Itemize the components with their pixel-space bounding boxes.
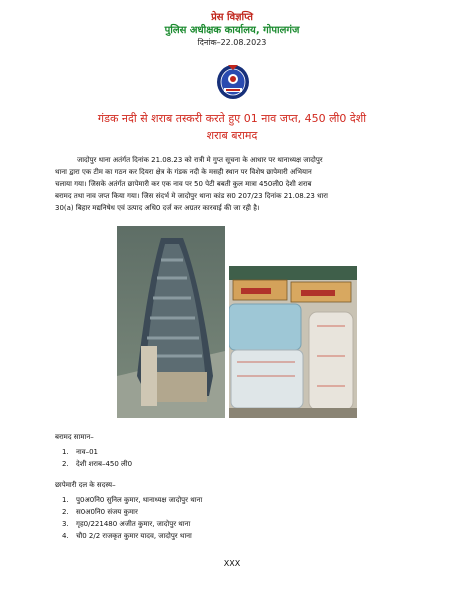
list-item xyxy=(62,446,132,458)
list-item xyxy=(62,530,202,542)
item-text: देशी शराब–450 ली0 xyxy=(76,460,133,468)
news-title-line-1: गंडक नदी से शराब तस्करी करते हुए 01 नाव जप्त, 450 ली0 देशी xyxy=(97,112,367,125)
body-line: जादोपुर थाना अतंर्गत दिनांक 21.08.23 को रात्री मे गुप्त सूचना के आधार पर थानाध्यक्ष जादोपुर xyxy=(77,156,323,164)
list-item xyxy=(62,494,202,506)
item-text: गृह0/221480 अजीत कुमार, जादोपुर थाना xyxy=(76,520,191,528)
item-text: पु0अ0नि0 सुनिल कुमार, थानाध्यक्ष जादोपुर थाना xyxy=(76,496,203,504)
body-line: बरामद तथा नाव जप्त किया गया। जिस संदर्भ मे जादोपुर थाना कांड स0 207/23 दिनांक 21.08.23 धारा xyxy=(55,192,328,200)
office-name: पुलिस अधीक्षक कार्यालय, गोपालगंज xyxy=(164,25,300,36)
boat-photo xyxy=(117,226,225,418)
item-text: चौ0 2/2 राजकृत कुमार यादव, जादोपुर थाना xyxy=(76,532,192,540)
list-item xyxy=(62,458,132,470)
body-line: थाना द्वारा एक टीम का गठन कर दियरा क्षेत्र के गंडक नदी के मसही स्थान पर विशेष छापेमारी अभियान xyxy=(55,168,312,176)
release-date: दिनांक–22.08.2023 xyxy=(197,38,267,47)
end-mark: XXX xyxy=(223,559,241,568)
seized-boxes-photo xyxy=(229,266,357,418)
recovered-items-heading: बरामद सामान– xyxy=(55,433,94,441)
news-title-line-2: शराब बरामद xyxy=(206,129,258,142)
list-item xyxy=(62,518,202,530)
press-release-heading: प्रेस विज्ञप्ति xyxy=(211,12,253,23)
item-number: 3. xyxy=(62,520,69,528)
raid-team-heading: छापेमारी दल के सदस्य– xyxy=(55,481,116,489)
item-number: 2. xyxy=(62,508,69,516)
raid-team-list xyxy=(62,494,202,542)
item-number: 1. xyxy=(62,448,69,456)
bihar-police-emblem-icon xyxy=(216,62,250,100)
body-line: 30(a) बिहार मद्यनिषेध एवं उत्पाद अधि0 दर्ज कर अग्रतर कारवाई की जा रही है। xyxy=(55,204,260,212)
item-number: 1. xyxy=(62,496,69,504)
item-number: 2. xyxy=(62,460,69,468)
body-line: चलाया गया। जिसके अतंर्गत छापेमारी कर एक नाव पर 50 पेटी बबती कुल मात्रा 450ली0 देशी शराब xyxy=(55,180,312,188)
list-item xyxy=(62,506,202,518)
item-text: स0अ0नि0 संजय कुमार xyxy=(76,508,138,516)
body-paragraph xyxy=(55,154,411,214)
news-title xyxy=(60,110,404,144)
recovered-items-list xyxy=(62,446,132,470)
item-text: नाव–01 xyxy=(76,448,98,456)
item-number: 4. xyxy=(62,532,69,540)
